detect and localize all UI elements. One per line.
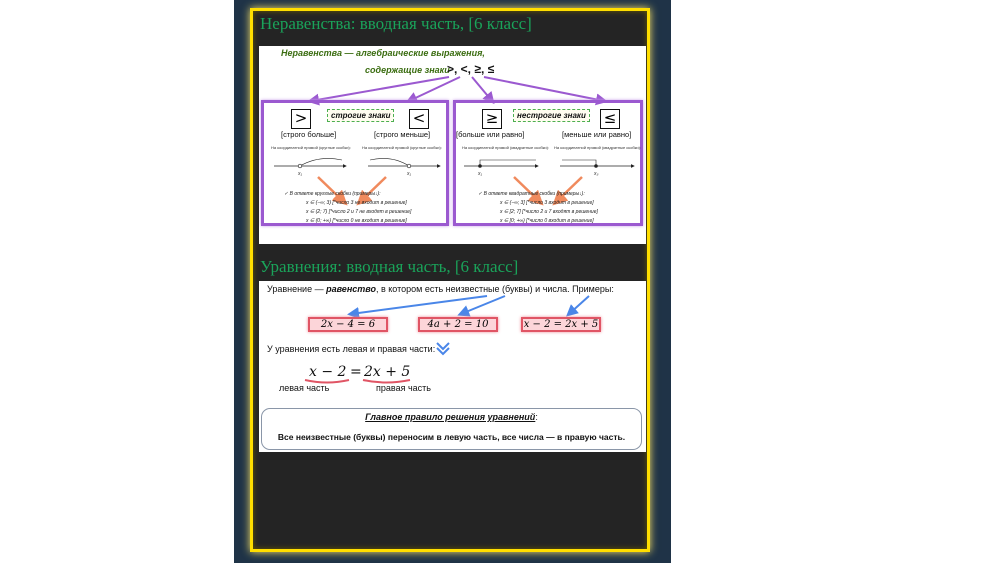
section-title-equations: Уравнения: вводная часть, [6 класс]: [260, 257, 519, 276]
strict-less-caption: [строго меньше]: [374, 130, 431, 139]
nonstrict-point-label-2: x₃: [594, 171, 599, 177]
nonstrict-axis-note-left: На координатной прямой (квадратные скобки):: [462, 145, 550, 150]
strict-answer-note: ✓ В ответе круглые скобки (примеры↓):: [284, 191, 381, 197]
nonstrict-greater-symbol: ≥: [482, 109, 502, 129]
strict-example: x ∈ (0; +∞) [*число 0 не входит в решение]: [306, 218, 407, 224]
equation-equals-sign: =: [350, 364, 362, 380]
equation-parts-text: У уравнения есть левая и правая части:: [267, 344, 436, 354]
strict-axis-note-left: На координатной прямой (круглые скобки):: [271, 145, 351, 150]
nonstrict-axis-note-right: На координатной прямой (квадратные скобки):: [554, 145, 642, 150]
definition-line-1: Неравенства — алгебраические выражения,: [281, 48, 485, 58]
nonstrict-less-symbol: ≤: [600, 109, 620, 129]
section-title-inequalities: Неравенства: вводная часть, [6 класс]: [260, 14, 532, 33]
strict-greater-caption: [строго больше]: [281, 130, 337, 139]
rule-title: Главное правило решения уравнений:: [365, 412, 538, 422]
equation-right-side: 2x + 5: [364, 364, 411, 380]
right-part-label: правая часть: [376, 383, 431, 393]
nonstrict-point-label-1: x₁: [478, 171, 483, 177]
purple-arrows: [259, 46, 646, 106]
strict-signs-tag: строгие знаки: [327, 109, 394, 122]
equation-left-side: x − 2: [309, 364, 347, 380]
strict-less-symbol: <: [409, 109, 429, 129]
inequalities-panel: [259, 46, 646, 244]
nonstrict-example: x ∈ (−∞; 3] [*число 3 входит в решение]: [500, 200, 594, 206]
strict-point-label-2: x₁: [407, 171, 412, 177]
rule-text: Все неизвестные (буквы) переносим в левую часть, все числа — в правую часть.: [277, 432, 626, 442]
definition-line-2: содержащие знаки: [365, 65, 450, 75]
equation-example-1: 2x − 4 = 6: [308, 317, 388, 332]
strict-signs-box: [261, 100, 449, 226]
nonstrict-signs-tag: нестрогие знаки: [513, 109, 590, 122]
nonstrict-number-lines: [456, 147, 640, 227]
equation-example-2: 4a + 2 = 10: [418, 317, 498, 332]
strict-axis-note-right: На координатной прямой (круглые скобки):: [362, 145, 442, 150]
equation-definition: Уравнение — равенство, в котором есть неизвестные (буквы) и числа. Примеры:: [267, 284, 614, 294]
nonstrict-example: x ∈ [0; +∞) [*число 0 входит в решение]: [500, 218, 594, 224]
left-part-label: левая часть: [279, 383, 330, 393]
nonstrict-less-caption: [меньше или равно]: [562, 130, 632, 139]
strict-point-label-1: x₁: [298, 171, 303, 177]
nonstrict-signs-box: [453, 100, 643, 226]
inequality-signs: >, <, ≥, ≤: [447, 62, 495, 76]
strict-example: x ∈ (−∞; 3) [*число 3 не входит в решение]: [306, 200, 407, 206]
strict-example: x ∈ (2; 7) [*число 2 и 7 не входят в решение]: [306, 209, 412, 215]
nonstrict-answer-note: ✓ В ответе квадратные скобки (примеры↓):: [478, 191, 585, 197]
nonstrict-greater-caption: [больше или равно]: [456, 130, 525, 139]
strict-greater-symbol: >: [291, 109, 311, 129]
equation-example-3: x − 2 = 2x + 5: [521, 317, 601, 332]
strict-number-lines: [264, 147, 446, 227]
nonstrict-example: x ∈ [2; 7] [*число 2 и 7 входят в решение]: [500, 209, 598, 215]
main-rule-box: [261, 408, 642, 450]
